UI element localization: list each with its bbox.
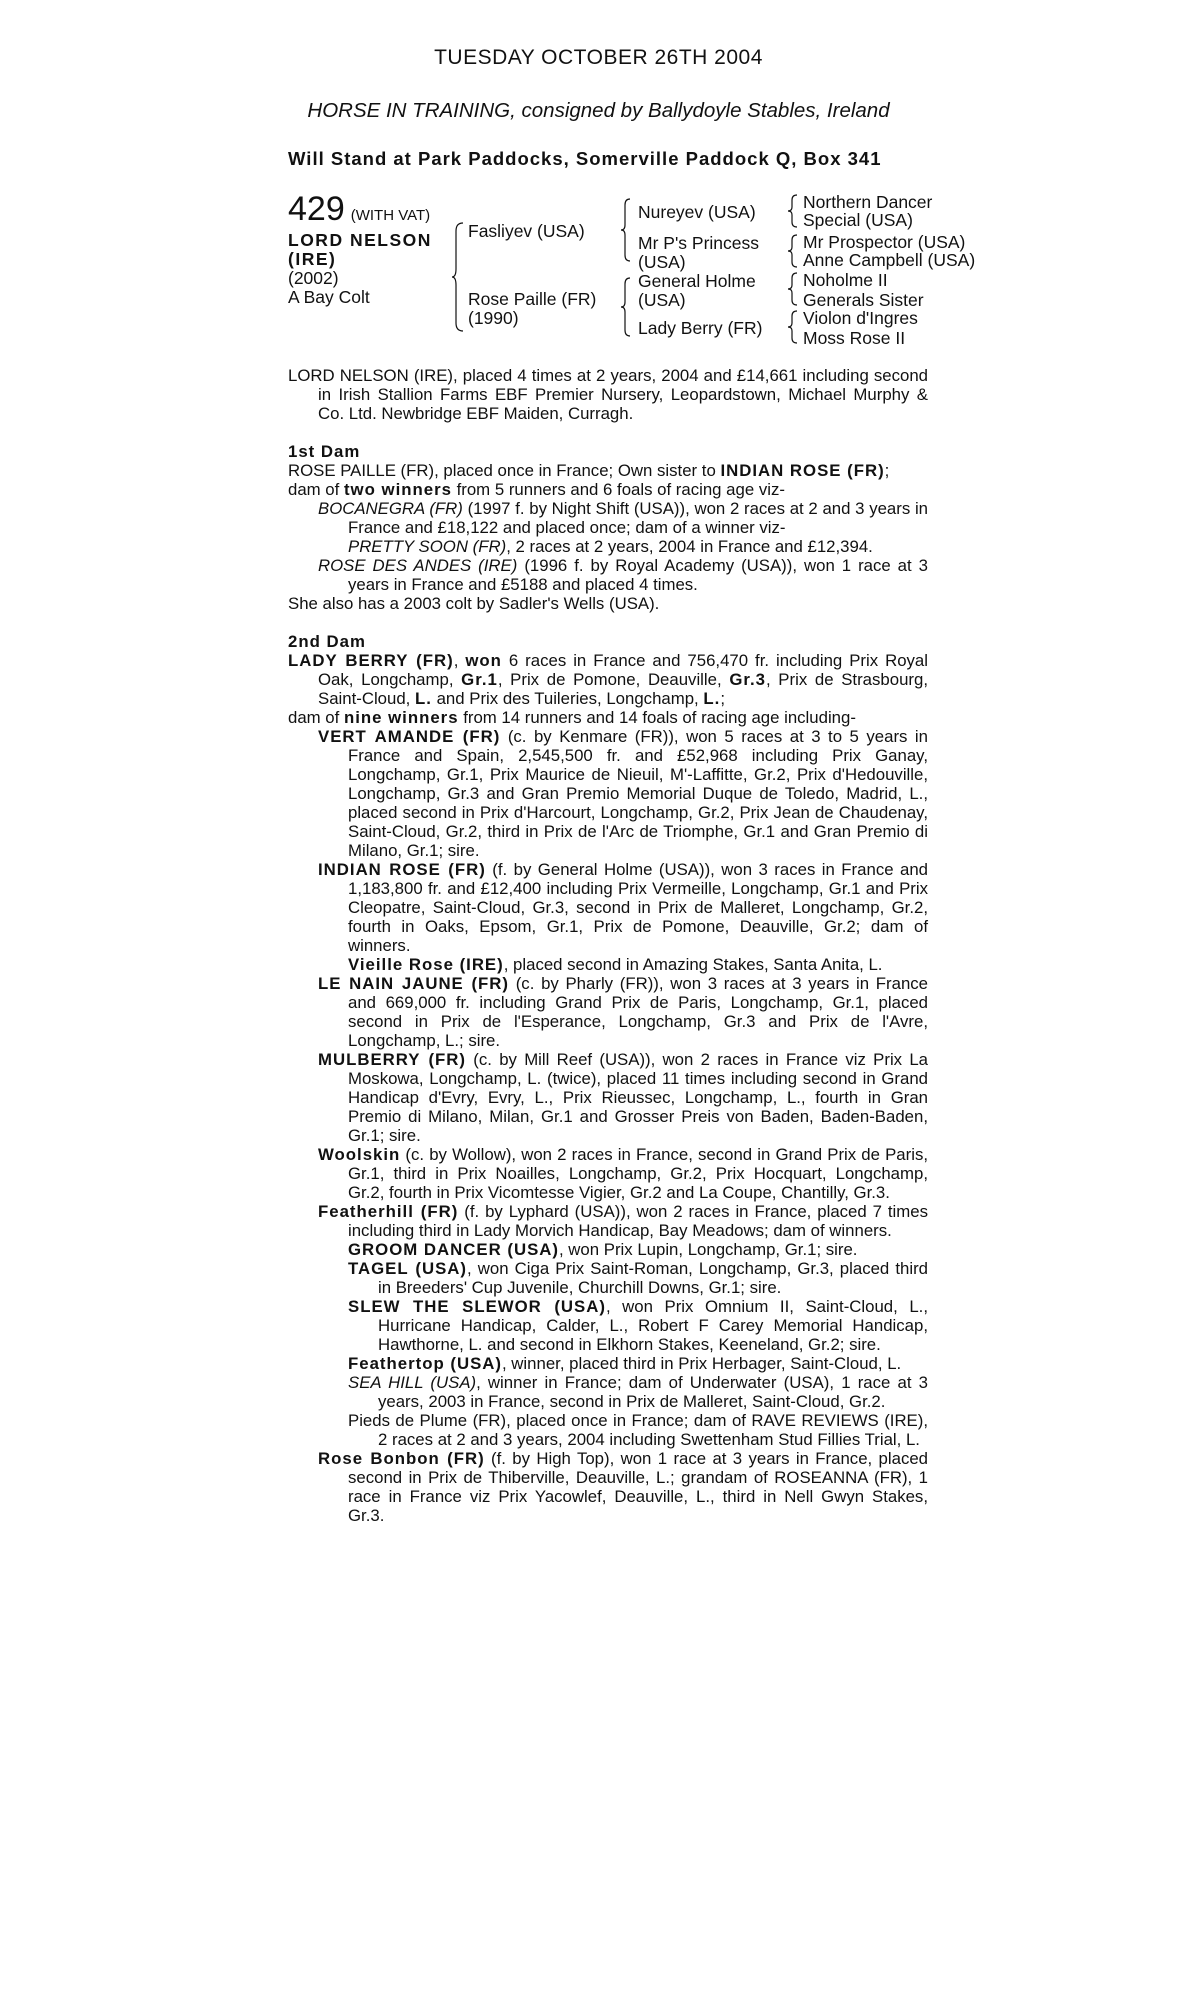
- pedigree-brace-g3: [787, 271, 799, 307]
- pedigree-brace-g2: [787, 233, 799, 269]
- produce-text: , placed once in France; dam of RAVE REVIEWS (IRE), 2 races at 2 and 3 years, 2004 including Swettenham Stud Fillies Trial, L.: [378, 1411, 929, 1449]
- lot-number: 429: [288, 190, 345, 228]
- ggp-5: Noholme II: [803, 270, 888, 290]
- produce-name: Featherhill (FR): [318, 1202, 459, 1221]
- produce-name: Vieille Rose (IRE): [348, 955, 504, 974]
- produce-entry: [288, 1202, 928, 1240]
- produce-pretty-soon: PRETTY SOON (FR), 2 races at 2 years, 2004 in France and £12,394.: [348, 537, 873, 556]
- second-dam-intro: LADY BERRY (FR), won 6 races in France and 756,470 fr. including Prix Royal Oak, Longchamp, Gr.1, Prix de Pomone, Deauville, Gr.3, Prix de Strasbourg, Saint-Cloud, L. and Prix des Tuileries, Longchamp, L.;: [288, 651, 928, 708]
- ggp-6: Generals Sister: [803, 290, 924, 310]
- produce-bocanegra: BOCANEGRA (FR) (1997 f. by Night Shift (USA)), won 2 races at 2 and 3 years in France and £18,122 and placed once; dam of a winner viz-: [318, 499, 929, 537]
- pedigree-brace-dam: [620, 276, 632, 338]
- produce-name: TAGEL (USA): [348, 1259, 468, 1278]
- sire: Fasliyev (USA): [468, 221, 585, 241]
- produce-text: (f. by High Top), won 1 race at 3 years in France, placed second in Prix de Thiberville, Deauville, L.; grandam of ROSEANNA (FR), 1 race in France viz Prix Yacowlef, Deauville, L., third in Nell Gwyn Stakes, Gr.3.: [348, 1449, 928, 1525]
- produce-entry: [288, 1449, 928, 1525]
- ggp-1: Northern Dancer: [803, 192, 933, 212]
- catalogue-body: [288, 366, 928, 1525]
- produce-entry: [288, 1050, 928, 1145]
- produce-text: , won Prix Omnium II, Saint-Cloud, L., Hurricane Handicap, Calder, L., Robert F Carey Memorial Handicap, Hawthorne, L. and second in Elkhorn Stakes, Keeneland, Gr.2; sire.: [378, 1297, 929, 1354]
- produce-text: (f. by General Holme (USA)), won 3 races in France and 1,183,800 fr. and £12,400 including Prix Vermeille, Longchamp, Gr.1 and Prix Cleopatre, Saint-Cloud, Gr.3, second in Prix de Malleret, Longchamp, Gr.2, fourth in Oaks, Epsom, Gr.1, Prix de Pomone, Deauville, Gr.2; dam of winners.: [348, 860, 928, 955]
- produce-entry: [288, 1145, 928, 1202]
- produce-text: , winner in France; dam of Underwater (USA), 1 race at 3 years, 2003 in France, second in Prix de Malleret, Saint-Cloud, Gr.2.: [378, 1373, 928, 1411]
- produce-entry: [288, 955, 928, 974]
- produce-entry: [288, 974, 928, 1050]
- produce-entry: [288, 1240, 928, 1259]
- dam-sire: General Holme: [638, 271, 756, 291]
- ggp-4: Anne Campbell (USA): [803, 250, 976, 270]
- produce-entry: [288, 860, 928, 955]
- ggp-8: Moss Rose II: [803, 328, 906, 348]
- produce-name: Rose Bonbon (FR): [318, 1449, 485, 1468]
- first-dam-produce: dam of two winners from 5 runners and 6 foals of racing age viz-: [288, 480, 785, 499]
- pedigree-brace-g1: [787, 193, 799, 229]
- second-dam-heading: 2nd Dam: [288, 632, 366, 651]
- produce-text: , won Ciga Prix Saint-Roman, Longchamp, Gr.3, placed third in Breeders' Cup Juvenile, Churchill Downs, Gr.1; sire.: [378, 1259, 928, 1297]
- produce-text: , placed second in Amazing Stakes, Santa Anita, L.: [503, 955, 883, 974]
- vat-note: (WITH VAT): [350, 207, 431, 224]
- sale-date: TUESDAY OCTOBER 26TH 2004: [434, 46, 763, 69]
- produce-name: Pieds de Plume (FR): [348, 1411, 507, 1430]
- horse-description: A Bay Colt: [288, 287, 370, 307]
- pedigree-brace-main: [451, 221, 465, 333]
- sire-sire: Nureyev (USA): [638, 202, 756, 222]
- second-dam-entries: [288, 727, 928, 1525]
- produce-entry: [288, 1259, 928, 1297]
- produce-text: (c. by Kenmare (FR)), won 5 races at 3 to 5 years in France and Spain, 2,545,500 fr. and £52,968 including Prix Ganay, Longchamp, Gr.1, Prix Maurice de Nieuil, M'-Laffitte, Gr.2, Prix d'Hedouville, Longchamp, Gr.3 and Gran Premio Memorial Duque de Toledo, Madrid, L., placed second in Prix d'Harcourt, Longchamp, Gr.2, Prix Jean de Chaudenay, Saint-Cloud, Gr.2, third in Prix de l'Arc de Triomphe, Gr.1 and Gran Premio di Milano, Gr.1; sire.: [348, 727, 928, 860]
- horse-country: (IRE): [288, 249, 337, 269]
- dam-name: Rose Paille (FR): [468, 289, 597, 309]
- produce-entry: [288, 727, 928, 860]
- dam-year: (1990): [468, 308, 519, 328]
- produce-text: (f. by Lyphard (USA)), won 2 races in France, placed 7 times including third in Lady Morvich Handicap, Bay Meadows; dam of winners.: [348, 1202, 928, 1240]
- dam-dam: Lady Berry (FR): [638, 318, 763, 338]
- first-dam-also: She also has a 2003 colt by Sadler's Wells (USA).: [288, 594, 660, 613]
- ggp-2: Special (USA): [803, 210, 913, 230]
- foaling-year: (2002): [288, 268, 339, 288]
- produce-rose-des-andes: ROSE DES ANDES (IRE) (1996 f. by Royal Academy (USA)), won 1 race at 3 years in France and £5188 and placed 4 times.: [318, 556, 928, 594]
- horse-name: LORD NELSON: [288, 230, 432, 250]
- produce-entry: [288, 1373, 928, 1411]
- ggp-3: Mr Prospector (USA): [803, 232, 966, 252]
- produce-text: , won Prix Lupin, Longchamp, Gr.1; sire.: [558, 1240, 858, 1259]
- stand-location: Will Stand at Park Paddocks, Somerville Paddock Q, Box 341: [288, 148, 882, 169]
- produce-entry: [288, 1411, 928, 1449]
- race-record: LORD NELSON (IRE), placed 4 times at 2 years, 2004 and £14,661 including second in Irish Stallion Farms EBF Premier Nursery, Leopardstown, Michael Murphy & Co. Ltd. Newbridge EBF Maiden, Curragh.: [288, 366, 928, 423]
- produce-text: (c. by Mill Reef (USA)), won 2 races in France viz Prix La Moskowa, Longchamp, L. (twice), placed 11 times including second in Grand Handicap d'Evry, Evry, L., Prix Rieussec, Longchamp, L., fourth in Gran Premio di Milano, Milan, Gr.1 and Grosser Preis von Baden, Baden-Baden, Gr.1; sire.: [348, 1050, 929, 1145]
- first-dam-heading: 1st Dam: [288, 442, 361, 461]
- dam-sire-country: (USA): [638, 290, 686, 310]
- produce-entry: [288, 1297, 928, 1354]
- first-dam-intro: ROSE PAILLE (FR), placed once in France; Own sister to INDIAN ROSE (FR);: [288, 461, 890, 480]
- horse-identity: [288, 231, 432, 307]
- ggp-7: Violon d'Ingres: [803, 308, 918, 328]
- produce-name: LE NAIN JAUNE (FR): [318, 974, 510, 993]
- consignment-line: HORSE IN TRAINING, consigned by Ballydoyle Stables, Ireland: [307, 99, 890, 122]
- produce-name: SLEW THE SLEWOR (USA): [348, 1297, 606, 1316]
- produce-text: (c. by Pharly (FR)), won 3 races at 3 years in France and 669,000 fr. including Grand Prix de Paris, Longchamp, Gr.1, placed second in Prix de l'Esperance, Longchamp, Gr.3 and Prix de l'Avre, Longchamp, L.; sire.: [348, 974, 928, 1050]
- sire-dam-country: (USA): [638, 252, 686, 272]
- pedigree-brace-sire: [620, 197, 632, 263]
- produce-entry: [288, 1354, 928, 1373]
- produce-text: , winner, placed third in Prix Herbager, Saint-Cloud, L.: [501, 1354, 902, 1373]
- produce-name: Feathertop (USA): [348, 1354, 502, 1373]
- produce-text: (c. by Wollow), won 2 races in France, second in Grand Prix de Paris, Gr.1, third in Prix Noailles, Longchamp, Gr.2, Prix Hocquart, Longchamp, Gr.2, fourth in Prix Vicomtesse Vigier, Gr.2 and La Coupe, Chantilly, Gr.3.: [348, 1145, 928, 1202]
- produce-name: INDIAN ROSE (FR): [318, 860, 486, 879]
- produce-name: Woolskin: [318, 1145, 401, 1164]
- second-dam-produce: dam of nine winners from 14 runners and 14 foals of racing age including-: [288, 708, 856, 727]
- sire-dam: Mr P's Princess: [638, 233, 759, 253]
- lot-number-block: [288, 190, 430, 229]
- produce-name: GROOM DANCER (USA): [348, 1240, 559, 1259]
- produce-name: MULBERRY (FR): [318, 1050, 466, 1069]
- produce-name: SEA HILL (USA): [348, 1373, 477, 1392]
- produce-name: VERT AMANDE (FR): [318, 727, 501, 746]
- pedigree-brace-g4: [787, 309, 799, 345]
